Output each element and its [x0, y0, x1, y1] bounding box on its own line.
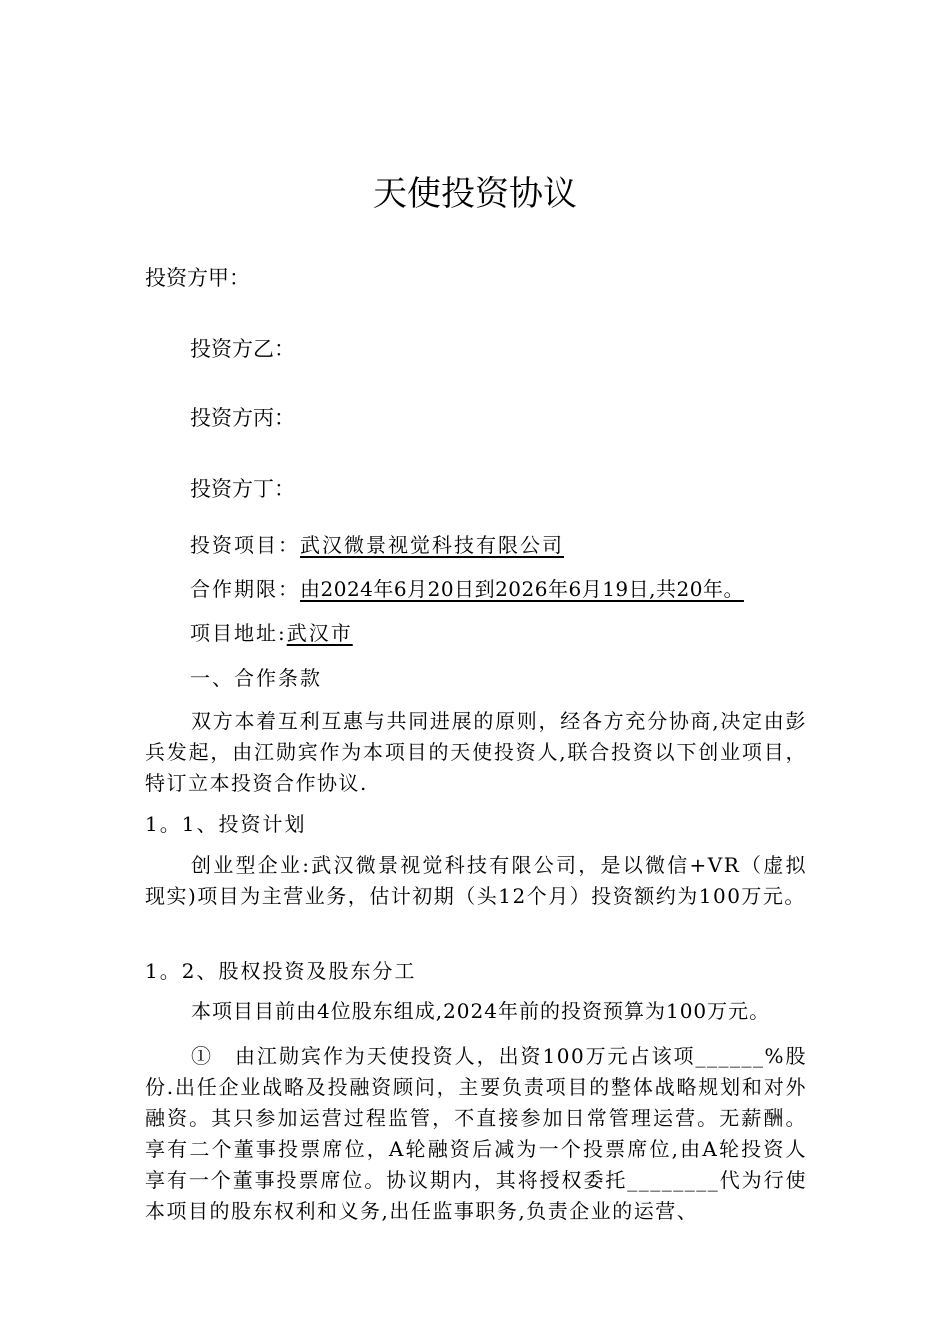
address-value: 武汉市 — [286, 621, 353, 645]
address-label: 项目地址: — [190, 621, 287, 645]
project-value: 武汉微景视觉科技有限公司 — [300, 533, 564, 557]
investment-plan-paragraph: 创业型企业:武汉微景视觉科技有限公司，是以微信+VR（虚拟现实)项目为主营业务，估计初期（头12个月）投资额约为100万元。 — [145, 853, 807, 908]
party-b-label: 投资方乙： — [190, 337, 295, 361]
project-line — [190, 529, 564, 558]
party-c-label: 投资方丙： — [190, 406, 295, 430]
angel-investor-paragraph: ① 由江勋宾作为天使投资人，出资100万元占该项______%股份.出任企业战略及投融资顾问，主要负责项目的整体战略规划和对外融资。其只参加运营过程监管，不直接参加日常管理运营。无薪酬。享有二个董事投票席位，A轮融资后减为一个投票席位,由A轮投资人享有一个董事投票席位。协议期内，其将授权委托________代为行使本项目的股东权利和义务,出任监事职务,负责企业的运营、 — [145, 1044, 807, 1223]
project-label: 投资项目： — [190, 533, 300, 557]
intro-paragraph: 双方本着互利互惠与共同进展的原则，经各方充分协商,决定由彭兵发起，由江勋宾作为本项目的天使投资人,联合投资以下创业项目，特订立本投资合作协议. — [145, 709, 807, 795]
document-title: 天使投资协议 — [373, 174, 577, 214]
term-label: 合作期限： — [190, 577, 300, 601]
party-d-label: 投资方丁： — [190, 477, 295, 501]
address-line — [190, 617, 353, 646]
section-heading-1-2: 1。2、股权投资及股东分工 — [145, 959, 417, 983]
section-heading-1: 一、合作条款 — [190, 666, 322, 690]
term-line — [190, 573, 744, 602]
term-value: 由2024年6月20日到2026年6月19日,共20年。 — [300, 577, 744, 601]
party-a-label: 投资方甲： — [145, 266, 250, 290]
shareholders-paragraph: 本项目目前由4位股东组成,2024年前的投资预算为100万元。 — [191, 999, 771, 1023]
section-heading-1-1: 1。1、投资计划 — [145, 812, 307, 836]
